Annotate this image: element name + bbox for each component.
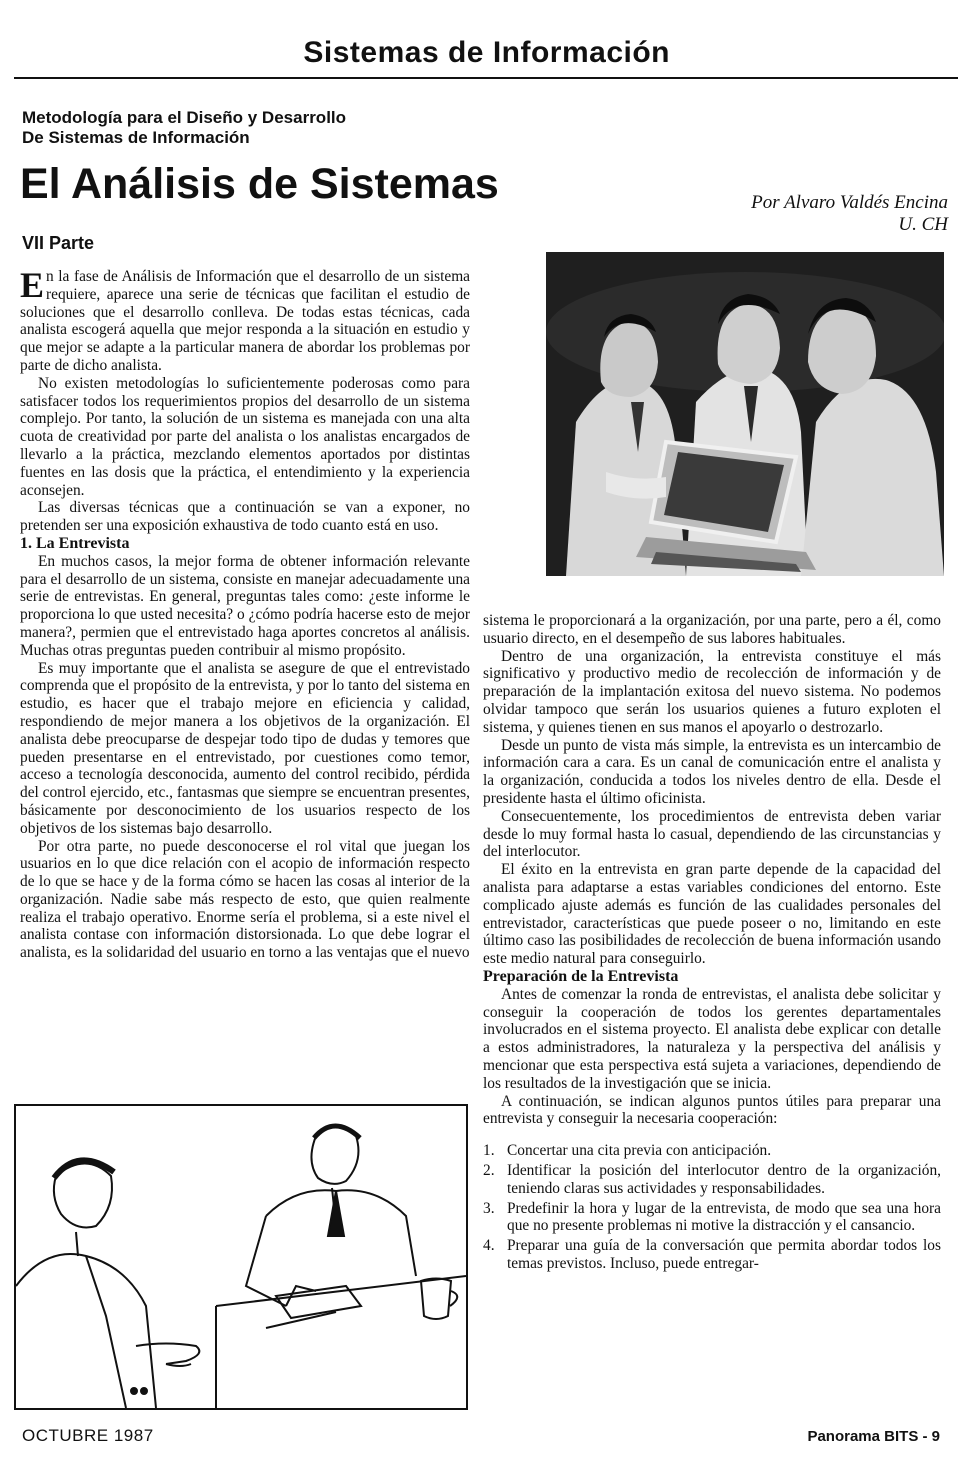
intro-paragraph-1-text: n la fase de Análisis de Información que el desarrollo de un sistema requiere, aparece una serie de técnicas que facilitan el estudio de soluciones que el desarrollo conlleva. De todas estas técnicas, cada analista escogerá aquella que mejor responda a la situación en estudio y que mejor se adapte a la particular manera de abordar los problemas por parte de dicho analista. xyxy=(20,268,470,374)
article-title: El Análisis de Sistemas xyxy=(20,160,499,208)
right-paragraph-3: Desde un punto de vista más simple, la entrevista es un intercambio de información cara a cara. Es un canal de comunicación entre el analista y la organización, conducida a todos los niveles dentro de ella. Desde el presidente hasta el último oficinista. xyxy=(483,736,941,807)
kicker-line-1: Metodología para el Diseño y Desarrollo xyxy=(22,108,347,127)
list-item-text: Preparar una guía de la conversación que permita abordar todos los temas previstos. Incluso, puede entregar- xyxy=(507,1237,941,1272)
interview-illustration xyxy=(16,1106,466,1408)
footer-page-number: Panorama BITS - 9 xyxy=(807,1428,940,1445)
intro-paragraph-3: Las diversas técnicas que a continuación se van a exponer, no pretenden ser una exposición exhaustiva de todo cuanto está en uso. xyxy=(20,499,470,535)
right-column xyxy=(483,612,941,1275)
byline xyxy=(751,192,948,236)
left-column xyxy=(20,265,470,962)
list-item xyxy=(483,1162,941,1198)
section-title: Sistemas de Información xyxy=(303,36,670,69)
intro-paragraph-1 xyxy=(20,265,470,375)
list-item-number: 4. xyxy=(483,1237,495,1255)
byline-affiliation: U. CH xyxy=(898,214,948,235)
entrevista-paragraph-3: Por otra parte, no puede desconocerse el rol vital que juegan los usuarios en lo que dice relación con el acopio de información respecto de lo que se hace y de la forma cómo se hacen las cosas al interior de la organización. Nadie sabe más respecto de esto, que quien realmente realiza el trabajo operativo. Enorme sería el problema, si a este nivel el analista contase con información distorsionada. Lo que debe lograr el analista, es la solidaridad del usuario en torno a las ventajas que el nuevo xyxy=(20,837,470,962)
list-item-text: Identificar la posición del interlocutor dentro de la organización, teniendo claras sus actividades y responsabilidades. xyxy=(507,1161,941,1197)
right-paragraph-6: Antes de comenzar la ronda de entrevistas, el analista debe solicitar y conseguir la cooperación de todos los gerentes departamentales involucrados en el sistema proyecto. El analista debe explicar con detalle a estos administradores, la naturaleza y la perspectiva del análisis y mencionar que esta perspectiva está sujeta a variaciones, dependiendo de los resultados de la investigación que se inicia. xyxy=(483,985,941,1092)
entrevista-paragraph-1: En muchos casos, la mejor forma de obtener información relevante para el desarrollo de un sistema, consiste en manejar adecuadamente una serie de entrevistas. En general, preguntas tales como: ¿este informe le proporciona lo que usted necesita? o ¿cómo podría hacerse esto de mejor manera?, permien que el entrevistado haga aportes concretos al análisis. Muchas otras preguntas pueden contribuir al mismo propósito. xyxy=(20,552,470,659)
list-item-number: 1. xyxy=(483,1142,495,1160)
right-paragraph-7: A continuación, se indican algunos puntos útiles para preparar una entrevista y conseguir la necesaria cooperación: xyxy=(483,1092,941,1128)
section-heading-entrevista: 1. La Entrevista xyxy=(20,534,130,552)
list-item-number: 2. xyxy=(483,1161,495,1179)
preparation-list xyxy=(483,1142,941,1273)
list-item xyxy=(483,1142,941,1160)
intro-paragraph-2: No existen metodologías lo suficientemente poderosas como para satisfacer todos los requerimientos propios del desarrollo de un sistema complejo. Por tanto, la solución de un sistema es manejada con una alta cuota de creatividad por parte del analista o los analistas encargados de llevarlo a la práctica, mezclando elementos aportados por distintas fuentes en las dosis que la práctica, el entendimiento y la experiencia aconsejen. xyxy=(20,374,470,499)
right-paragraph-4: Consecuentemente, los procedimientos de entrevista deben variar desde lo muy formal hasta lo casual, dependiendo de las circunstancias y del interlocutor. xyxy=(483,807,941,861)
kicker-line-2: De Sistemas de Información xyxy=(22,128,250,147)
photo-three-men-computer xyxy=(546,252,944,576)
article-part: VII Parte xyxy=(22,233,95,253)
kicker xyxy=(22,108,492,148)
footer-date: OCTUBRE 1987 xyxy=(22,1426,154,1445)
entrevista-paragraph-2: Es muy importante que el analista se asegure de que el entrevistado comprenda que el propósito de la entrevista, y por lo tanto del sistema en estudio, es hacer que el trabajo mejore en eficiencia y calidad, respondiendo de mejor manera a los objetivos de la organización. El analista debe preocuparse de despejar todo tipo de dudas y temores que pueden presentarse en el entrevistado, por cuestiones como temor, acceso a tecnología desconocida, aumento del control recibido, pérdida del control ejercido, etc., fantasmas que siempre se encuentran presentes, básicamente por desconocimiento de los usuarios respecto de los objetivos de los sistemas bajo desarrollo. xyxy=(20,659,470,837)
dropcap: E xyxy=(20,265,45,305)
header-rule xyxy=(14,77,958,79)
list-item xyxy=(483,1237,941,1273)
interview-drawing xyxy=(14,1104,468,1410)
list-item-text: Predefinir la hora y lugar de la entrevista, de modo que sea una hora que no presente problemas ni motive la distracción y el cansancio. xyxy=(507,1199,941,1235)
right-paragraph-1: sistema le proporcionará a la organización, por una parte, pero a él, como usuario directo, en el desempeño de sus labores habituales. xyxy=(483,612,941,647)
list-item xyxy=(483,1200,941,1236)
right-paragraph-5: El éxito en la entrevista en gran parte depende de la capacidad del analista para adaptarse a estas variables condiciones del entorno. Este complicado ajuste además es función de las cualidades personales del entrevistador, características que puede poseer o no, limitando en este último caso las posibilidades de recolección de buena información usando este medio natural para conseguirlo. xyxy=(483,861,941,968)
byline-author: Por Alvaro Valdés Encina xyxy=(751,192,948,213)
right-paragraph-2: Dentro de una organización, la entrevista constituye el más significativo y productivo medio de recolección de información y de preparación de la implantación exitosa del nuevo sistema. No podemos olvidar tampoco que serán los usuarios quienes a futuro exploten el sistema, y quienes tienen en sus manos el apoyarlo o destrozarlo. xyxy=(483,647,941,736)
photo-illustration xyxy=(546,252,944,576)
list-item-number: 3. xyxy=(483,1199,495,1217)
section-heading-preparacion: Preparación de la Entrevista xyxy=(483,967,679,985)
list-item-text: Concertar una cita previa con anticipación. xyxy=(507,1142,772,1160)
